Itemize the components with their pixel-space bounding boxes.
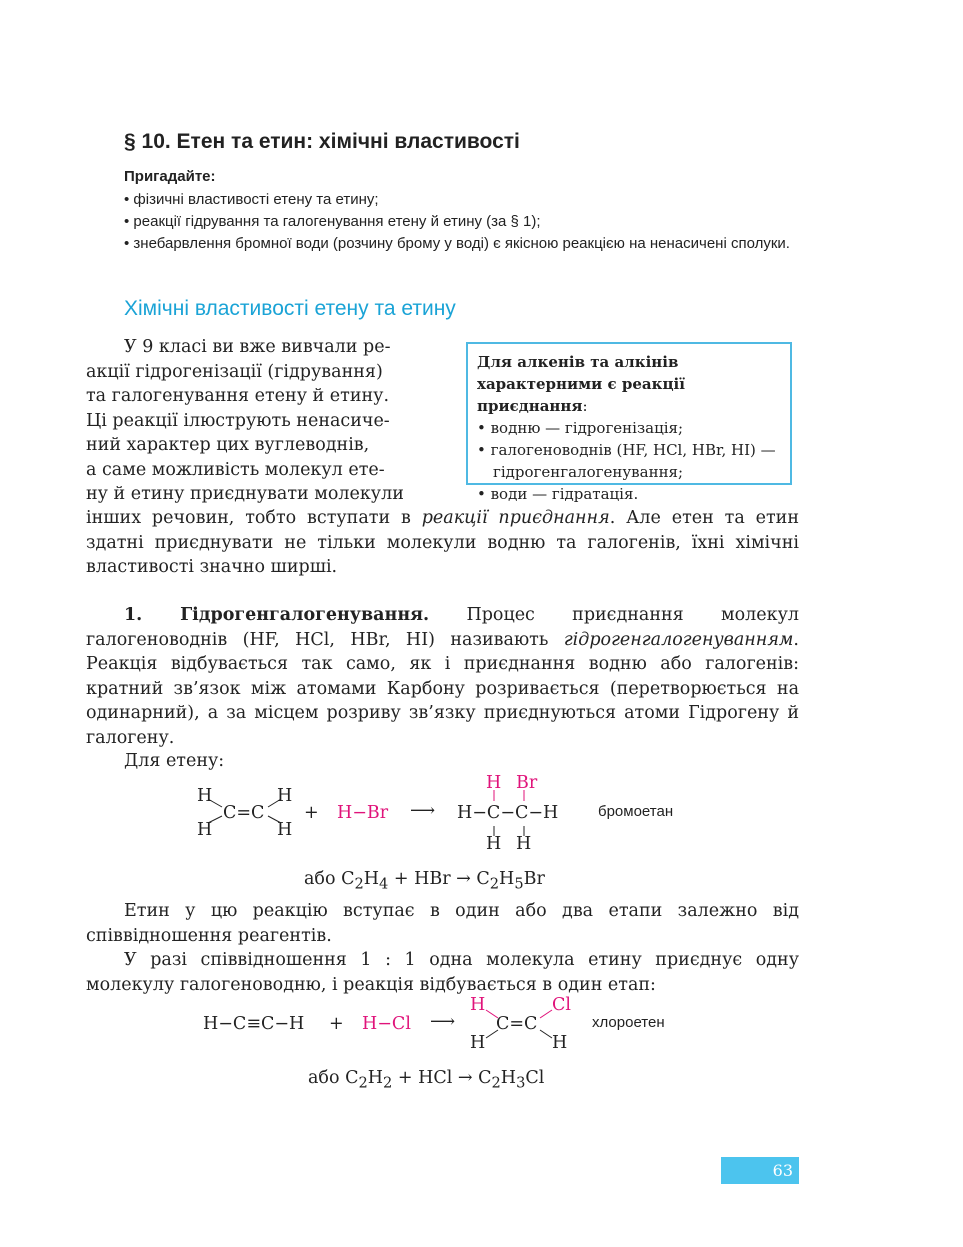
reaction-ethyne-hcl [200, 994, 700, 1060]
reaction-arrow: ⟶ [430, 1012, 456, 1032]
intro-line: а саме можливість молекул ете- [86, 459, 385, 480]
atom-h: H [277, 786, 293, 806]
atom-h: H [486, 834, 502, 854]
page-title: § 10. Етен та етин: хімічні властивості [124, 130, 520, 153]
reaction-ethene-hbr [190, 770, 710, 860]
atom-h: H [552, 1033, 568, 1053]
ethyne-molecule: H−C≡C−H [203, 1014, 305, 1034]
atom-h: H [197, 820, 213, 840]
recall-heading: Пригадайте: [124, 168, 216, 185]
intro-line: ний характер цих вуглеводнів, [86, 435, 370, 455]
atom-h: H [470, 1033, 486, 1053]
atom-h: H [277, 820, 293, 840]
page-number: 63 [721, 1157, 799, 1184]
ethene-double-bond: C=C [223, 803, 265, 823]
info-box-item: • водню — гідрогенізація; [477, 419, 684, 437]
recall-item: • фізичні властивості етену та етину; [124, 191, 379, 208]
paragraph-ratio: У разі співвідношення 1 : 1 одна молекула етину приєднує одну молекулу галогеноводню, і реакція відбувається в один етап: [86, 950, 799, 995]
intro-line: ну й етину приєднувати молекули [86, 484, 404, 504]
intro-continuation: інших речовин, тобто вступати в реакції приєднання. Але етен та етин здатні приєднувати не тільки молекули водню та галогенів, їхні хімічні властивості значно ширші. [86, 508, 799, 577]
recall-item: • знебарвлення бромної води (розчину брому у воді) є якісною реакцією на ненасичені сполуки. [124, 235, 790, 252]
intro-line: Ці реакції ілюструють ненасиче- [86, 410, 390, 431]
info-box-item: • води — гідратація. [477, 485, 639, 503]
plus-sign: + [304, 803, 319, 823]
product-name: бромоетан [598, 803, 674, 820]
info-box [466, 342, 792, 503]
section-title: Хімічні властивості етену та етину [124, 297, 456, 320]
added-hydrogen: H [486, 773, 502, 793]
intro-line: акції гідрогенізації (гідрування) [86, 361, 383, 382]
recall-item: • реакції гідрування та галогенування етену й етину (за § 1); [124, 213, 541, 230]
product-name: хлороетен [592, 1014, 665, 1031]
plus-sign: + [329, 1014, 344, 1034]
product-double-bond: C=C [496, 1014, 538, 1034]
atom-h: H [516, 834, 532, 854]
molecular-equation-ethyne: або $C_2H_2$ + HCl → $C_2H_3Cl$ [308, 1068, 545, 1092]
paragraph-hydrohalogenation: 1. Гідрогенгалогенування. Процес приєднання молекул галогеноводнів (HF, HCl, HBr, HI) називають гідрогенгалогенуванням. Реакція відбувається так само, як і приєднання водню або галогенів: кратний зв’язок між атомами Карбону розривається (перетворюється на одинарний), а за місцем розриву зв’язку приєднуються атоми Гідрогену й галогену. [86, 605, 799, 748]
added-bromine: Br [516, 773, 538, 793]
atom-h: H [197, 786, 213, 806]
intro-line: та галогенування етену й етину. [86, 386, 390, 406]
info-box-lead: Для алкенів та алкінів характерними є реакції приєднання: [477, 353, 685, 415]
added-hydrogen: H [470, 995, 486, 1015]
intro-column [86, 335, 436, 507]
reagent-hcl: H−Cl [362, 1014, 411, 1034]
product-chain: H−C−C−H [457, 803, 559, 823]
reaction-arrow: ⟶ [410, 801, 436, 821]
molecular-equation-ethene: або $C_2H_4$ + HBr → $C_2H_5Br$ [304, 869, 545, 893]
intro-line: У 9 класі ви вже вивчали ре- [124, 337, 391, 357]
for-ethene-label: Для етену: [124, 751, 225, 771]
info-box-item: • галогеноводнів (HF, HCl, HBr, HI) — гідрогенгалогенування; [477, 441, 776, 481]
added-chlorine: Cl [552, 995, 571, 1015]
paragraph-ethyne-stages: Етин у цю реакцію вступає в один або два етапи залежно від співвідношення реагентів. [86, 901, 799, 946]
reagent-hbr: H−Br [337, 803, 389, 823]
